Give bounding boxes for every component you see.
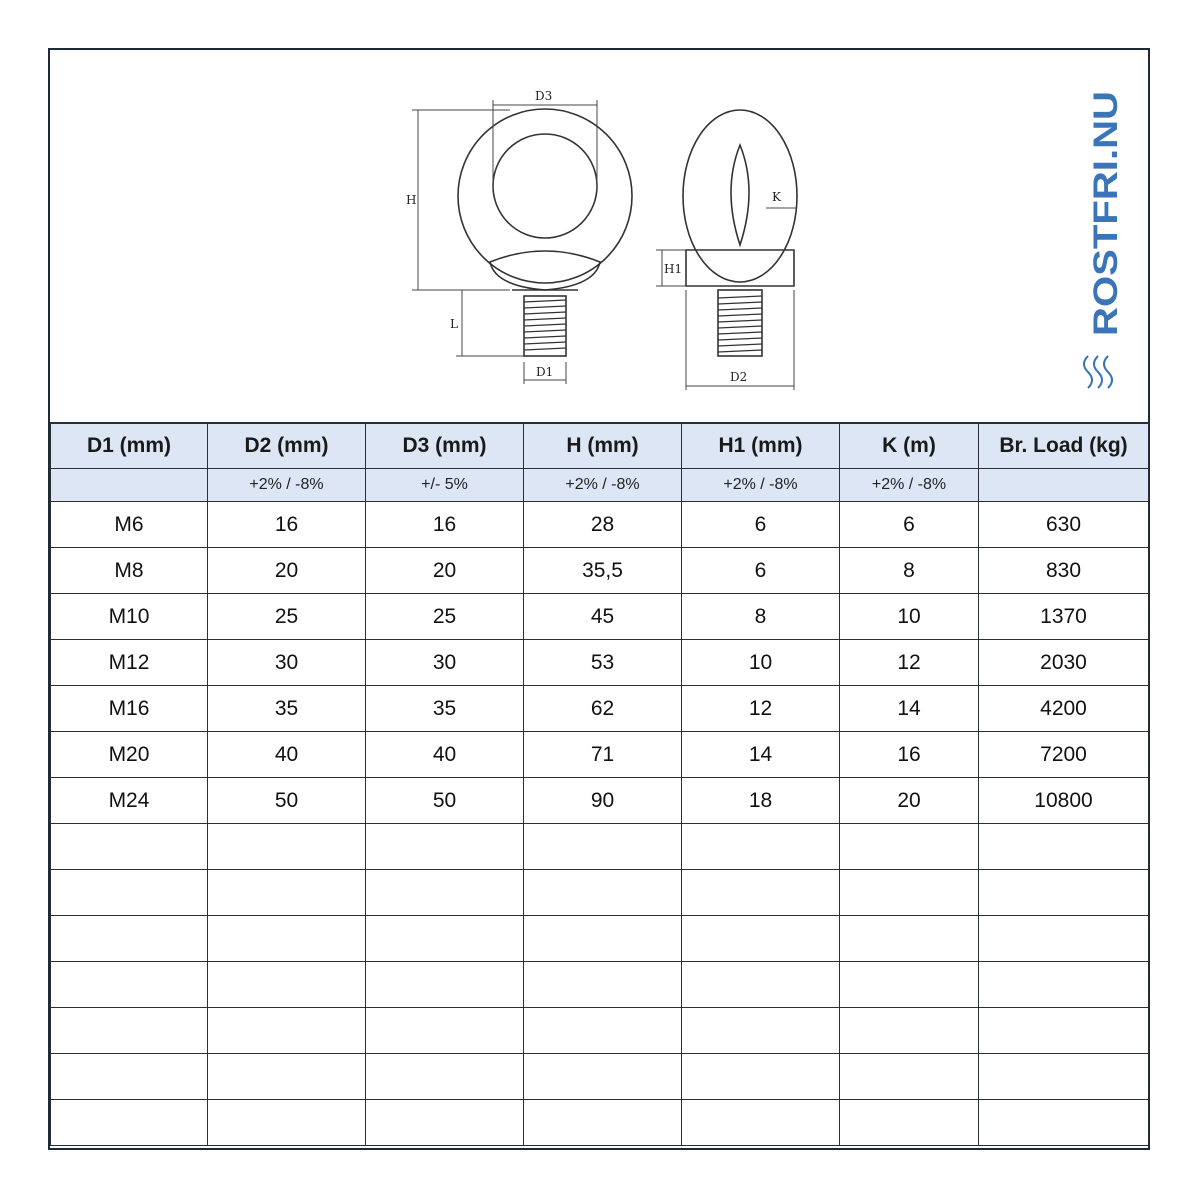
empty-cell [682,1054,840,1100]
spec-sheet-frame [48,48,1150,1150]
empty-cell [366,1054,524,1100]
empty-cell [682,870,840,916]
empty-cell [840,1100,979,1146]
table-cell: 12 [840,640,979,686]
empty-cell [51,870,208,916]
empty-cell [682,824,840,870]
column-header-h-mm: H (mm) [524,423,682,469]
empty-cell [524,1100,682,1146]
dim-label-d1: D1 [536,365,554,379]
dim-label-k: K [772,190,781,204]
table-cell: 7200 [979,732,1149,778]
empty-cell [979,1100,1149,1146]
table-cell: 35,5 [524,548,682,594]
empty-table-row [51,824,1149,870]
table-cell: M12 [51,640,208,686]
table-cell: 16 [840,732,979,778]
empty-cell [840,916,979,962]
empty-cell [208,870,366,916]
dim-label-d3: D3 [535,89,553,103]
empty-cell [366,870,524,916]
table-row [51,686,1149,732]
table-cell: 10800 [979,778,1149,824]
table-cell: 35 [366,686,524,732]
empty-cell [208,962,366,1008]
empty-cell [979,1054,1149,1100]
table-cell: 71 [524,732,682,778]
empty-cell [524,824,682,870]
brand-text: ROSTFRI.NU [1087,128,1125,336]
empty-table-row [51,916,1149,962]
header-row [51,423,1149,469]
table-cell: M10 [51,594,208,640]
empty-cell [840,870,979,916]
empty-table-row [51,870,1149,916]
table-row [51,732,1149,778]
empty-cell [524,916,682,962]
table-cell: 830 [979,548,1149,594]
table-cell: 14 [840,686,979,732]
table-cell: 2030 [979,640,1149,686]
empty-cell [840,962,979,1008]
table-cell: 40 [366,732,524,778]
empty-cell [51,962,208,1008]
empty-cell [979,824,1149,870]
empty-cell [979,962,1149,1008]
table-cell: 6 [682,502,840,548]
dim-label-l: L [450,317,458,331]
empty-cell [682,916,840,962]
empty-cell [979,870,1149,916]
table-cell: 1370 [979,594,1149,640]
empty-cell [208,1054,366,1100]
table-cell: 20 [366,548,524,594]
column-header-br-load-kg: Br. Load (kg) [979,423,1149,469]
empty-cell [524,1008,682,1054]
table-cell: 14 [682,732,840,778]
tolerance-cell: +2% / -8% [840,469,979,502]
table-cell: 53 [524,640,682,686]
dim-label-d2: D2 [730,370,748,384]
table-cell: 8 [682,594,840,640]
tolerance-cell: +2% / -8% [208,469,366,502]
table-cell: 16 [366,502,524,548]
empty-cell [682,1100,840,1146]
tolerance-cell: +2% / -8% [682,469,840,502]
empty-cell [51,824,208,870]
table-row [51,778,1149,824]
table-cell: M6 [51,502,208,548]
empty-cell [51,1054,208,1100]
table-cell: 62 [524,686,682,732]
table-cell: 28 [524,502,682,548]
dimension-table [50,422,1149,1146]
table-cell: 20 [208,548,366,594]
empty-cell [366,962,524,1008]
empty-cell [366,916,524,962]
table-cell: 8 [840,548,979,594]
dim-label-h1: H1 [664,262,683,276]
table-cell: 25 [366,594,524,640]
empty-cell [208,824,366,870]
empty-cell [979,1008,1149,1054]
table-cell: 10 [682,640,840,686]
table-cell: 30 [208,640,366,686]
empty-cell [840,1008,979,1054]
table-cell: 90 [524,778,682,824]
table-row [51,502,1149,548]
table-cell: 6 [840,502,979,548]
empty-cell [366,1100,524,1146]
rostfri-logo [1082,90,1126,390]
tolerance-cell [51,469,208,502]
empty-cell [979,916,1149,962]
column-header-h1-mm: H1 (mm) [682,423,840,469]
table-cell: 630 [979,502,1149,548]
table-row [51,594,1149,640]
empty-cell [840,824,979,870]
eye-bolt-technical-drawing [50,50,1148,422]
tolerance-cell: +2% / -8% [524,469,682,502]
table-cell: 18 [682,778,840,824]
table-cell: 50 [366,778,524,824]
table-cell: 4200 [979,686,1149,732]
empty-cell [208,1100,366,1146]
empty-cell [840,1054,979,1100]
tolerance-cell: +/- 5% [366,469,524,502]
table-cell: M16 [51,686,208,732]
table-cell: 25 [208,594,366,640]
empty-cell [208,916,366,962]
empty-cell [366,1008,524,1054]
table-cell: 6 [682,548,840,594]
table-cell: 50 [208,778,366,824]
empty-cell [366,824,524,870]
empty-cell [682,1008,840,1054]
empty-cell [51,1008,208,1054]
empty-cell [51,1100,208,1146]
tolerance-row [51,469,1149,502]
table-cell: 10 [840,594,979,640]
dim-label-h: H [406,193,417,207]
table-cell: 20 [840,778,979,824]
empty-cell [524,962,682,1008]
table-cell: M20 [51,732,208,778]
empty-cell [208,1008,366,1054]
column-header-d2-mm: D2 (mm) [208,423,366,469]
empty-cell [51,916,208,962]
empty-table-row [51,962,1149,1008]
table-cell: 45 [524,594,682,640]
table-cell: M24 [51,778,208,824]
table-cell: 35 [208,686,366,732]
tolerance-cell [979,469,1149,502]
column-header-k-m: K (m) [840,423,979,469]
empty-cell [524,1054,682,1100]
table-row [51,640,1149,686]
table-cell: 12 [682,686,840,732]
empty-table-row [51,1054,1149,1100]
table-cell: 30 [366,640,524,686]
empty-table-row [51,1100,1149,1146]
empty-cell [524,870,682,916]
table-cell: 16 [208,502,366,548]
empty-table-row [51,1008,1149,1054]
table-cell: 40 [208,732,366,778]
column-header-d1-mm: D1 (mm) [51,423,208,469]
table-row [51,548,1149,594]
table-cell: M8 [51,548,208,594]
column-header-d3-mm: D3 (mm) [366,423,524,469]
empty-cell [682,962,840,1008]
